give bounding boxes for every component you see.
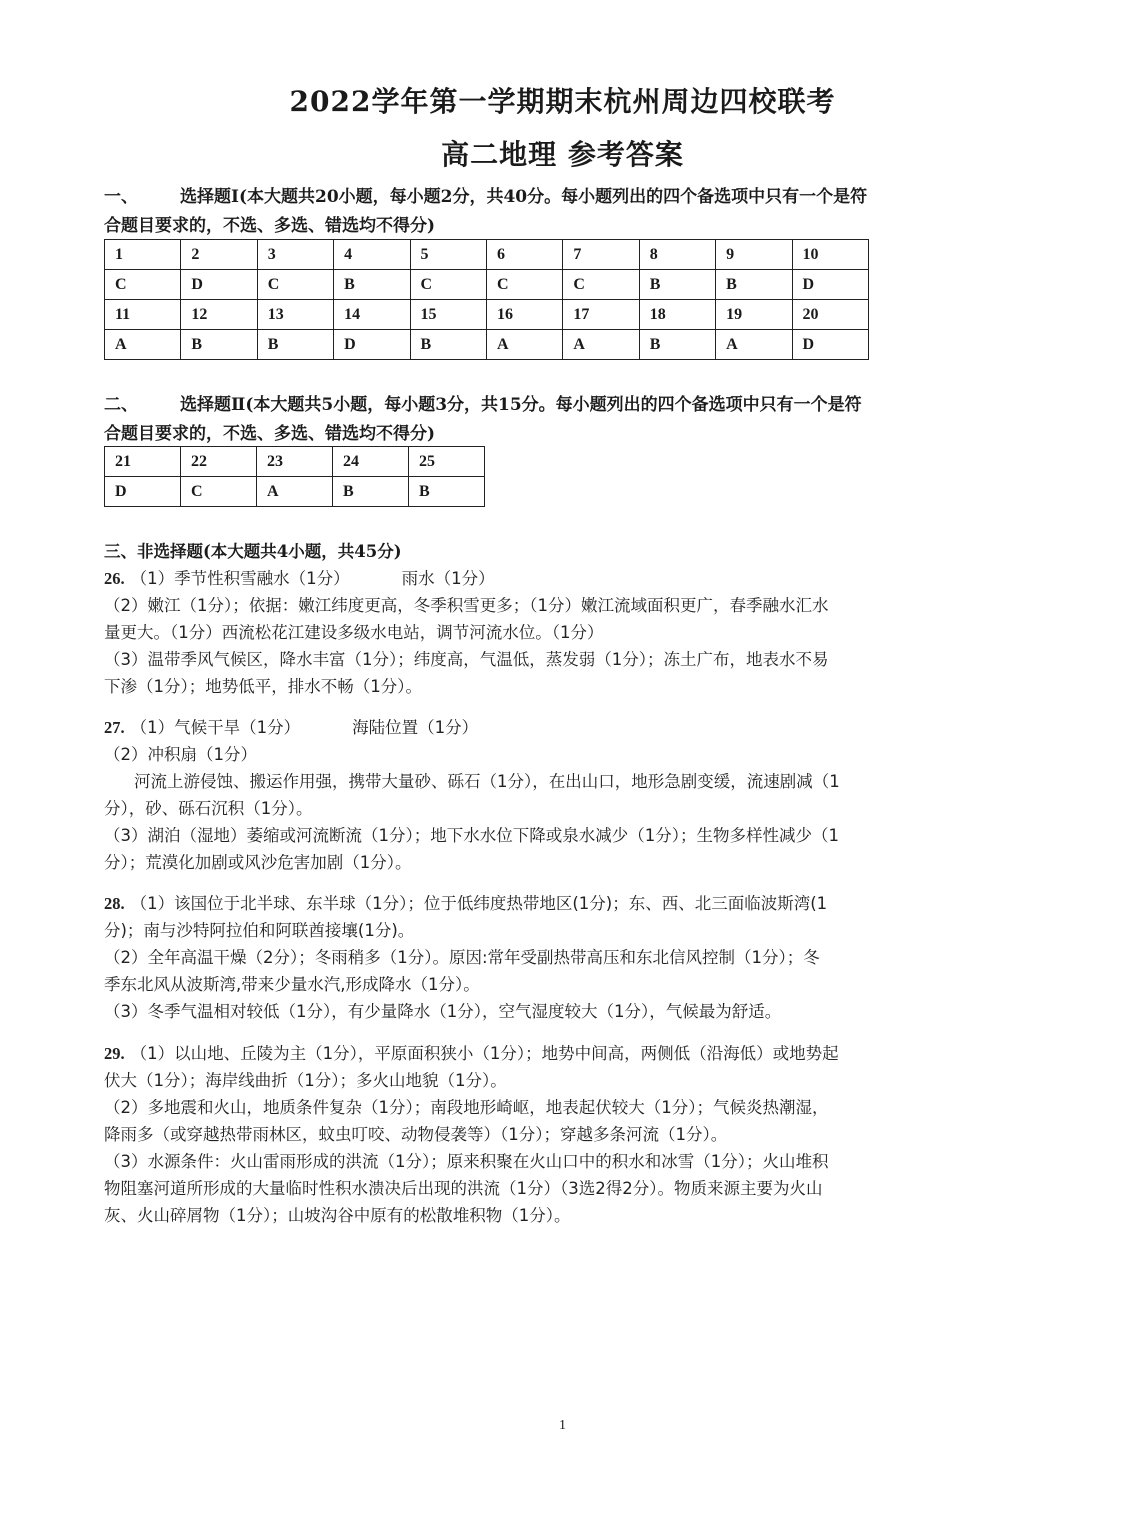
q26-line: （2）嫩江（1分）；依据：嫩江纬度更高，冬季积雪更多；（1分）嫩江流域面积更广，春季融水汇水 — [104, 596, 829, 615]
q27-line: 分）；荒漠化加剧或风沙危害加剧（1分）。 — [104, 853, 412, 872]
section1-number: 一、 — [104, 187, 138, 207]
answer-cell: B — [639, 270, 715, 300]
answer-cell: D — [105, 477, 181, 507]
question-number-cell: 21 — [105, 447, 181, 477]
question-28 — [104, 890, 1004, 1025]
table-row — [105, 477, 485, 507]
question-number-cell: 14 — [334, 300, 410, 330]
q28-line: （1）该国位于北半球、东半球（1分）；位于低纬度热带地区(1分)；东、西、北三面临波斯湾(1 — [130, 894, 828, 913]
question-27 — [104, 714, 1004, 876]
answer-cell: C — [486, 270, 562, 300]
q26-number: 26. — [104, 569, 125, 588]
question-number-cell: 25 — [409, 447, 485, 477]
question-number-cell: 13 — [257, 300, 333, 330]
question-26 — [104, 565, 1004, 700]
table-row — [105, 330, 869, 360]
q29-line: 物阻塞河道所形成的大量临时性积水溃决后出现的洪流（1分）（3选2得2分）。物质来源主要为火山 — [104, 1179, 823, 1198]
q29-line: （1）以山地、丘陵为主（1分），平原面积狭小（1分）；地势中间高，两侧低（沿海低）或地势起 — [130, 1044, 839, 1063]
answer-cell: D — [792, 330, 869, 360]
question-number-cell: 5 — [410, 240, 486, 270]
q28-line: 分)；南与沙特阿拉伯和阿联酋接壤(1分)。 — [104, 921, 415, 940]
q27-line: 海陆位置（1分） — [352, 718, 479, 737]
q29-line: 灰、火山碎屑物（1分）；山坡沟谷中原有的松散堆积物（1分）。 — [104, 1206, 571, 1225]
answer-cell: A — [105, 330, 181, 360]
answer-cell: C — [410, 270, 486, 300]
q26-line: （1）季节性积雪融水（1分） — [130, 569, 350, 588]
q26-line: （3）温带季风气候区，降水丰富（1分）；纬度高，气温低，蒸发弱（1分）；冻土广布，地表水不易 — [104, 650, 829, 669]
answer-cell: D — [181, 270, 257, 300]
question-number-cell: 2 — [181, 240, 257, 270]
q29-line: 降雨多（或穿越热带雨林区，蚊虫叮咬、动物侵袭等）（1分）；穿越多条河流（1分）。 — [104, 1125, 728, 1144]
q27-line: 河流上游侵蚀、搬运作用强，携带大量砂、砾石（1分），在出山口，地形急剧变缓，流速剧减（1 — [134, 772, 840, 791]
question-number-cell: 7 — [563, 240, 639, 270]
answer-cell: C — [105, 270, 181, 300]
question-number-cell: 4 — [334, 240, 410, 270]
question-number-cell: 24 — [333, 447, 409, 477]
question-number-cell: 20 — [792, 300, 869, 330]
answer-cell: B — [181, 330, 257, 360]
q29-line: （3）水源条件：火山雷雨形成的洪流（1分）；原来积聚在火山口中的积水和冰雪（1分）；火山堆积 — [104, 1152, 829, 1171]
question-number-cell: 1 — [105, 240, 181, 270]
answer-cell: C — [181, 477, 257, 507]
section2-heading-line2: 合题目要求的，不选、多选、错选均不得分) — [104, 424, 436, 444]
q29-number: 29. — [104, 1044, 125, 1063]
section1-answer-table — [104, 239, 869, 360]
q27-line: （1）气候干旱（1分） — [130, 718, 301, 737]
page-number: 1 — [559, 1418, 566, 1433]
answer-cell: A — [716, 330, 792, 360]
section1-heading — [104, 183, 1004, 241]
q28-line: 季东北风从波斯湾,带来少量水汽,形成降水（1分）。 — [104, 975, 480, 994]
q29-line: （2）多地震和火山，地质条件复杂（1分）；南段地形崎岖，地表起伏较大（1分）；气候炎热潮湿， — [104, 1098, 829, 1117]
q28-line: （3）冬季气温相对较低（1分），有少量降水（1分），空气湿度较大（1分），气候最为舒适。 — [104, 1002, 782, 1021]
table-row — [105, 447, 485, 477]
question-number-cell: 16 — [486, 300, 562, 330]
answer-cell: C — [257, 270, 333, 300]
question-number-cell: 22 — [181, 447, 257, 477]
q26-line: 雨水（1分） — [401, 569, 495, 588]
question-29 — [104, 1040, 1004, 1229]
answer-cell: B — [639, 330, 715, 360]
question-number-cell: 10 — [792, 240, 869, 270]
answer-cell: B — [410, 330, 486, 360]
answer-cell: B — [257, 330, 333, 360]
answer-cell: D — [334, 330, 410, 360]
section3-heading: 三、非选择题(本大题共4小题，共45分) — [104, 542, 402, 561]
question-number-cell: 9 — [716, 240, 792, 270]
q29-line: 伏大（1分）；海岸线曲折（1分）；多火山地貌（1分）。 — [104, 1071, 507, 1090]
answer-cell: C — [563, 270, 639, 300]
section2-answer-table — [104, 446, 485, 507]
q26-line: 量更大。（1分）西流松花江建设多级水电站，调节河流水位。（1分） — [104, 623, 604, 642]
question-number-cell: 12 — [181, 300, 257, 330]
answer-cell: B — [716, 270, 792, 300]
table-row — [105, 270, 869, 300]
question-number-cell: 15 — [410, 300, 486, 330]
answer-cell: A — [563, 330, 639, 360]
q26-line: 下渗（1分）；地势低平，排水不畅（1分）。 — [104, 677, 422, 696]
answer-cell: A — [486, 330, 562, 360]
answer-cell: A — [257, 477, 333, 507]
section2-heading — [104, 391, 1004, 449]
answer-cell: B — [334, 270, 410, 300]
answer-cell: D — [792, 270, 869, 300]
section2-number: 二、 — [104, 395, 138, 415]
section2-heading-line1: 选择题Ⅱ(本大题共5小题，每小题3分，共15分。每小题列出的四个备选项中只有一个是符 — [180, 395, 862, 415]
q27-line: （3）湖泊（湿地）萎缩或河流断流（1分）；地下水水位下降或泉水减少（1分）；生物多样性减少（1 — [104, 826, 839, 845]
answer-cell: B — [409, 477, 485, 507]
question-number-cell: 18 — [639, 300, 715, 330]
section1-heading-line1: 选择题Ⅰ(本大题共20小题，每小题2分，共40分。每小题列出的四个备选项中只有一个是符 — [180, 187, 868, 207]
page-title: 2022学年第一学期期末杭州周边四校联考 — [289, 85, 836, 118]
q27-line: 分），砂、砾石沉积（1分）。 — [104, 799, 313, 818]
question-number-cell: 8 — [639, 240, 715, 270]
question-number-cell: 17 — [563, 300, 639, 330]
answer-cell: B — [333, 477, 409, 507]
table-row — [105, 300, 869, 330]
q28-number: 28. — [104, 894, 125, 913]
question-number-cell: 19 — [716, 300, 792, 330]
section1-heading-line2: 合题目要求的，不选、多选、错选均不得分) — [104, 216, 436, 236]
q27-line: （2）冲积扇（1分） — [104, 745, 257, 764]
q27-number: 27. — [104, 718, 125, 737]
question-number-cell: 6 — [486, 240, 562, 270]
question-number-cell: 23 — [257, 447, 333, 477]
question-number-cell: 11 — [105, 300, 181, 330]
q28-line: （2）全年高温干燥（2分）；冬雨稍多（1分）。原因:常年受副热带高压和东北信风控制（1分）；冬 — [104, 948, 820, 967]
page-subtitle: 高二地理 参考答案 — [441, 138, 684, 171]
question-number-cell: 3 — [257, 240, 333, 270]
table-row — [105, 240, 869, 270]
